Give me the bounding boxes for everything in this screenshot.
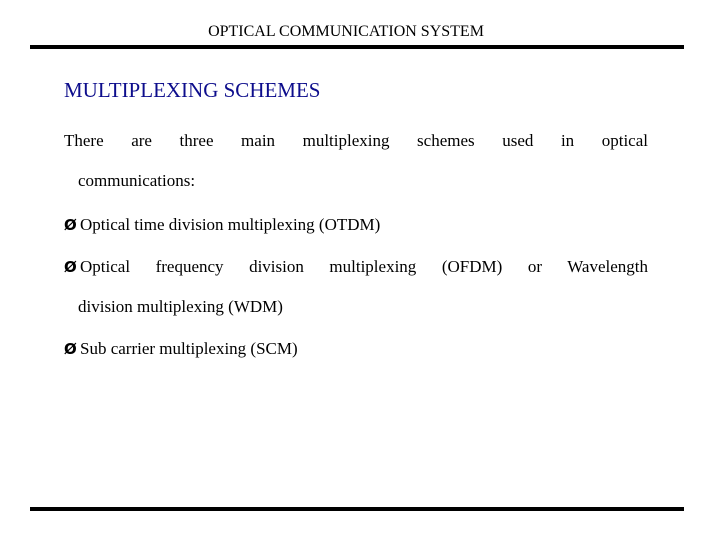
list-item-line-2: division multiplexing (WDM) (78, 297, 283, 316)
list-item-text: Optical frequency division multiplexing (OFDM) or Wavelength (80, 257, 648, 276)
intro-paragraph (64, 131, 648, 191)
list-item-scm (64, 339, 648, 359)
list-item-line-1 (64, 257, 648, 277)
list-item-otdm (64, 215, 648, 235)
multiplexing-schemes-list (64, 215, 648, 381)
bottom-divider (30, 507, 684, 511)
list-item-text: Optical time division multiplexing (OTDM) (80, 215, 381, 234)
top-divider (30, 45, 684, 49)
intro-line-1: There are three main multiplexing schemes used in optical (64, 131, 648, 150)
arrow-bullet-icon: Ø (64, 340, 77, 358)
section-title: MULTIPLEXING SCHEMES (64, 78, 321, 102)
list-item-ofdm-wdm (64, 257, 648, 317)
list-item-text: Sub carrier multiplexing (SCM) (80, 339, 298, 358)
arrow-bullet-icon: Ø (64, 216, 77, 234)
intro-line-2: communications: (78, 171, 196, 190)
page-header-title: OPTICAL COMMUNICATION SYSTEM (208, 23, 484, 40)
arrow-bullet-icon: Ø (64, 258, 77, 276)
